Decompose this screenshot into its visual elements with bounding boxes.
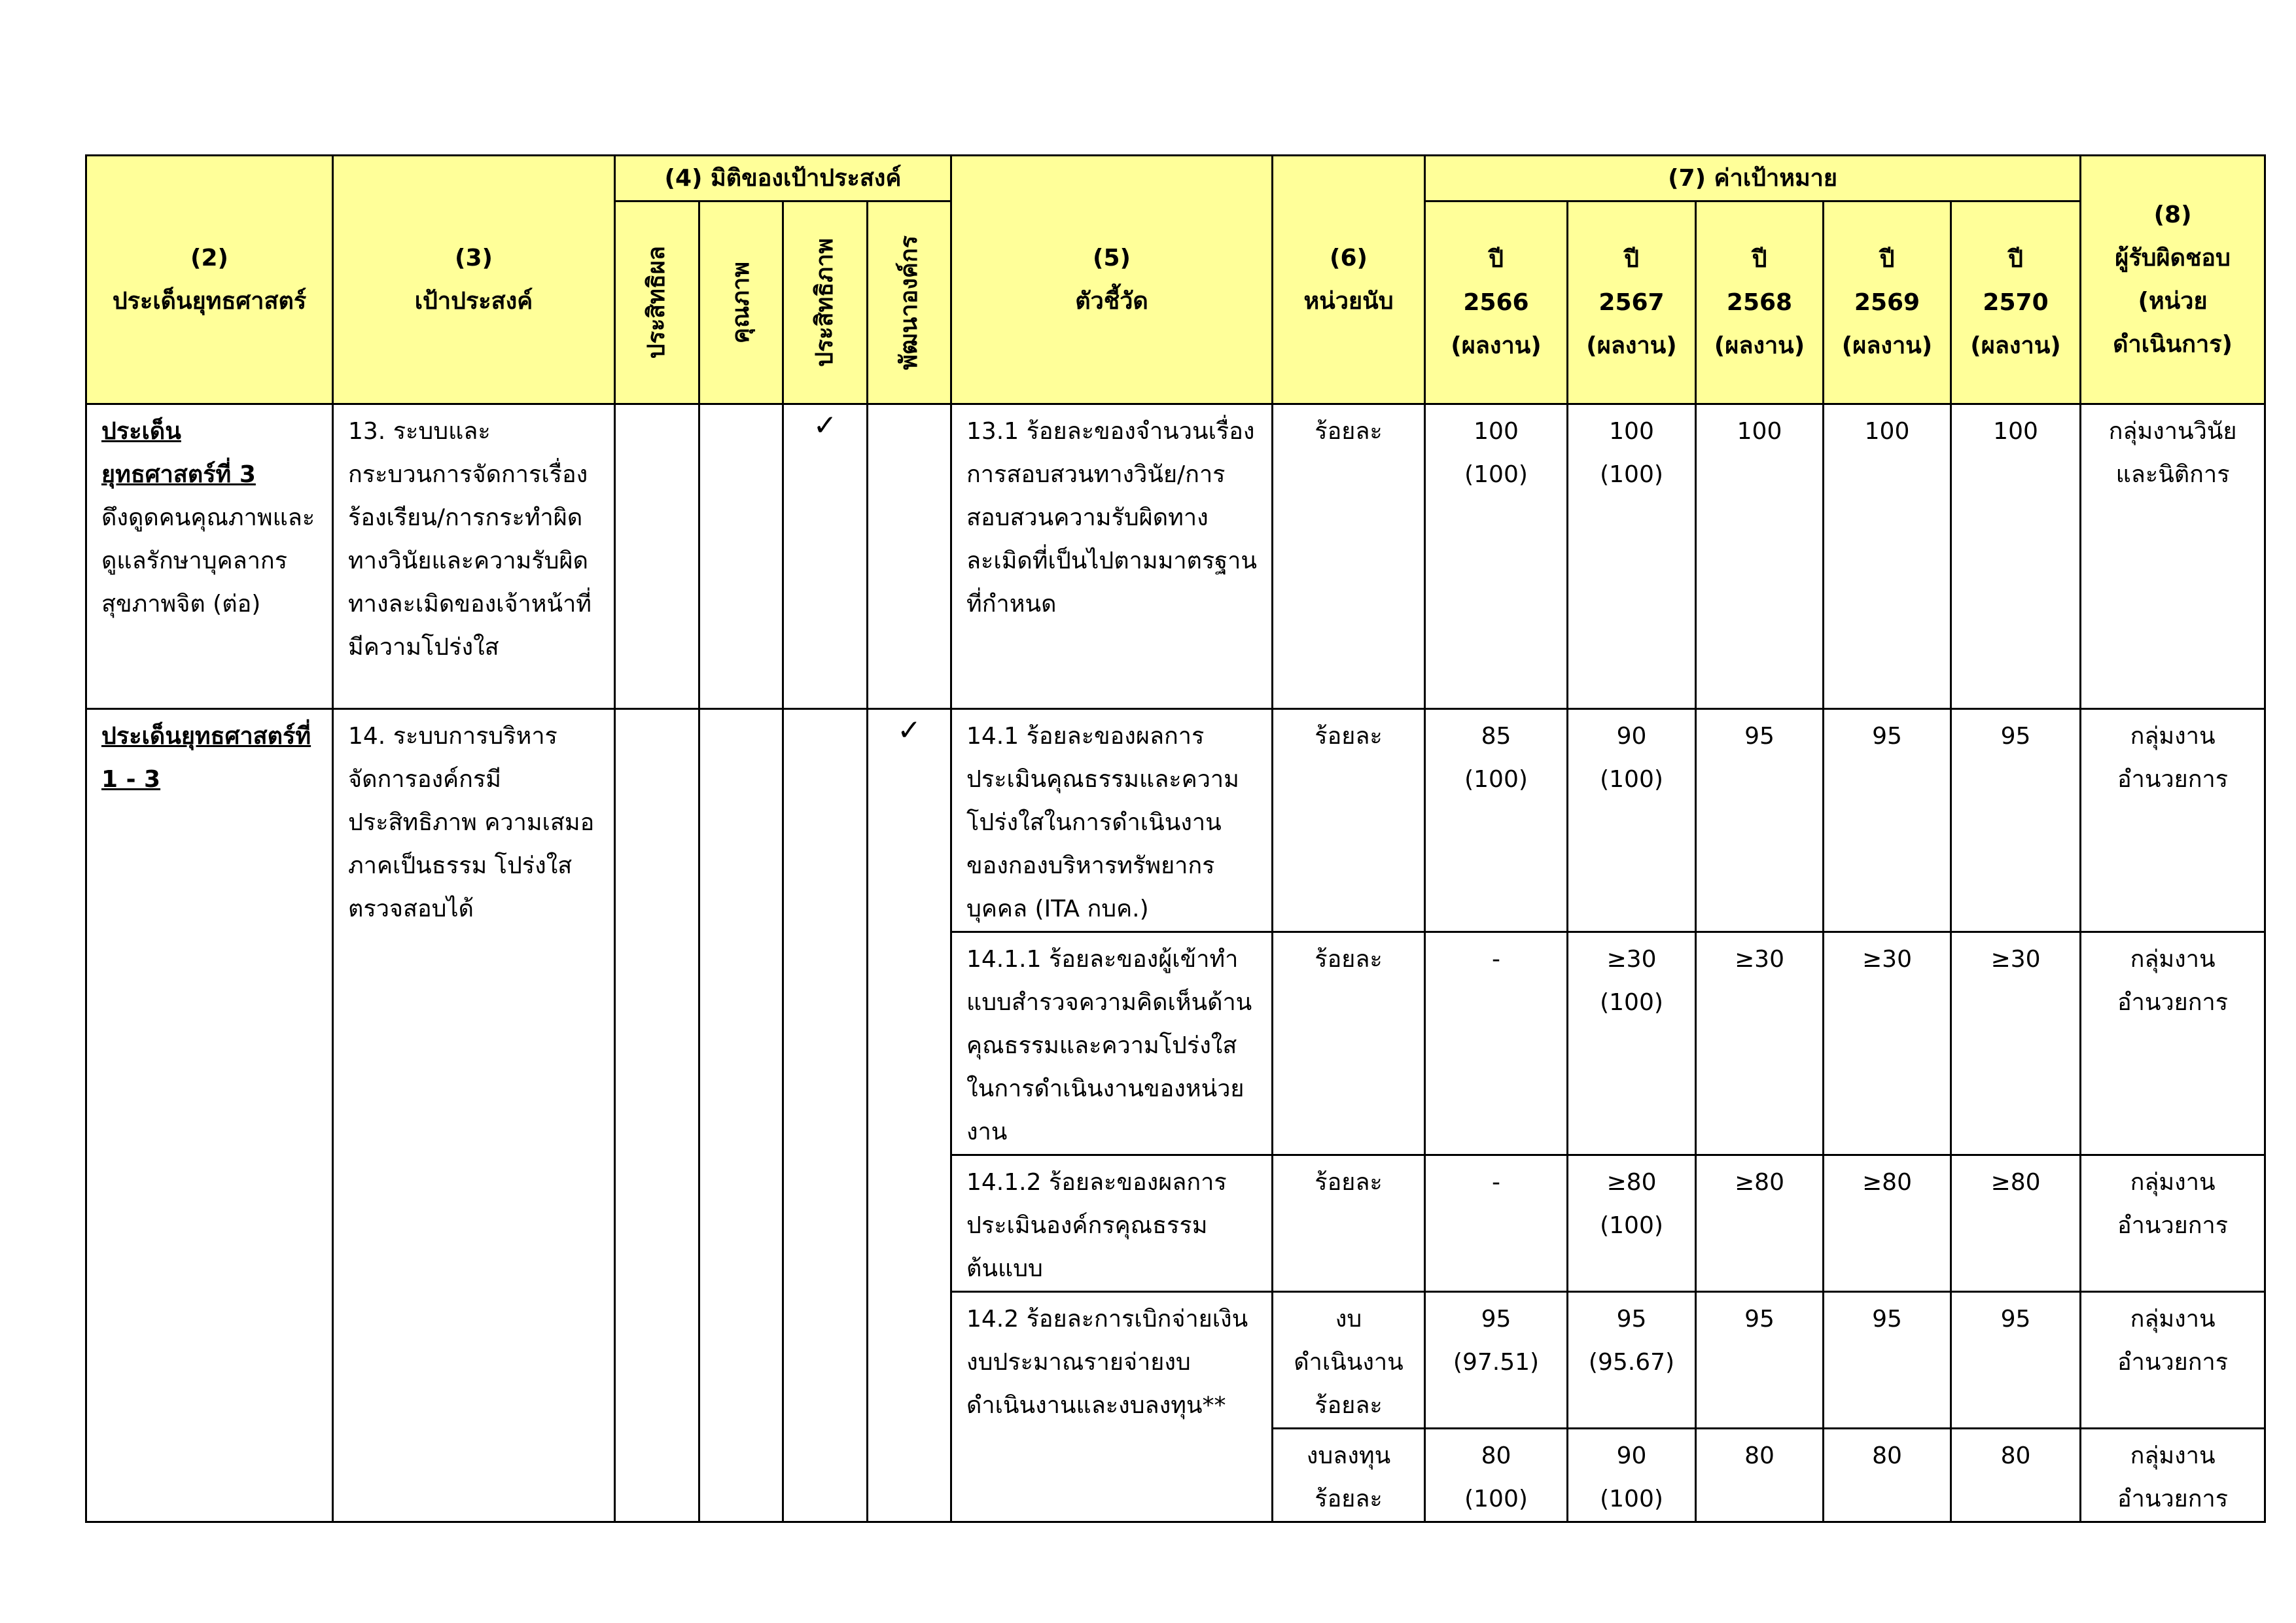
header-dim-quality: คุณภาพ xyxy=(699,201,783,404)
target-2569-cell: 100 xyxy=(1824,404,1951,709)
responsible-cell: กลุ่มงานวินัยและนิติการ xyxy=(2081,404,2265,709)
indicator-cell: 14.1.2 ร้อยละของผลการประเมินองค์กรคุณธรรมต้นแบบ xyxy=(951,1155,1273,1292)
responsible-cell: กลุ่มงาน อำนวยการ xyxy=(2081,1292,2265,1429)
header-goal-dimension: (4) มิติของเป้าประสงค์ xyxy=(615,156,951,201)
unit-cell: ร้อยละ xyxy=(1273,404,1425,709)
target-2568-cell: 100 xyxy=(1696,404,1824,709)
responsible-cell: กลุ่มงาน อำนวยการ xyxy=(2081,709,2265,932)
strategic-issue-cell: ประเด็น ยุทธศาสตร์ที่ 3 ดึงดูดคนคุณภาพและดูแลรักษาบุคลากรสุขภาพจิต (ต่อ) xyxy=(86,404,333,709)
unit-cell: งบ ดำเนินงาน ร้อยละ xyxy=(1273,1292,1425,1429)
target-2566-cell: 100 (100) xyxy=(1425,404,1568,709)
target-2566-cell: - xyxy=(1425,932,1568,1155)
check-mark-icon: ✓ xyxy=(897,714,921,747)
table-row-indicator-14-1 xyxy=(86,709,2265,932)
header-dim-org-development: พัฒนาองค์กร xyxy=(868,201,951,404)
target-2566-cell: 95 (97.51) xyxy=(1425,1292,1568,1429)
header-year-2568: ปี 2568 (ผลงาน) xyxy=(1696,201,1824,404)
strategy-table xyxy=(85,154,2266,1523)
indicator-cell: 14.1 ร้อยละของผลการประเมินคุณธรรมและความโปร่งใสในการดำเนินงานของกองบริหารทรัพยากรบุคคล (ITA กบค.) xyxy=(951,709,1273,932)
header-dim-effectiveness: ประสิทธิผล xyxy=(615,201,699,404)
target-2567-cell: ≥80 (100) xyxy=(1568,1155,1696,1292)
header-goal: (3) เป้าประสงค์ xyxy=(333,156,615,404)
indicator-cell: 14.2 ร้อยละการเบิกจ่ายเงินงบประมาณรายจ่ายงบดำเนินงานและงบลงทุน** xyxy=(951,1292,1273,1522)
unit-cell: ร้อยละ xyxy=(1273,1155,1425,1292)
target-2569-cell: 95 xyxy=(1824,1292,1951,1429)
target-2570-cell: 95 xyxy=(1951,709,2081,932)
target-2567-cell: 95 (95.67) xyxy=(1568,1292,1696,1429)
header-indicator: (5) ตัวชี้วัด xyxy=(951,156,1273,404)
header-year-2566: ปี 2566 (ผลงาน) xyxy=(1425,201,1568,404)
dim-efficiency-cell xyxy=(783,709,868,1522)
target-2569-cell: ≥80 xyxy=(1824,1155,1951,1292)
target-2568-cell: 95 xyxy=(1696,1292,1824,1429)
target-2567-cell: 90 (100) xyxy=(1568,1429,1696,1522)
goal-cell: 14. ระบบการบริหารจัดการองค์กรมีประสิทธิภาพ ความเสมอภาคเป็นธรรม โปร่งใส ตรวจสอบได้ xyxy=(333,709,615,1522)
dim-quality-cell xyxy=(699,404,783,709)
target-2566-cell: 80 (100) xyxy=(1425,1429,1568,1522)
target-2568-cell: ≥80 xyxy=(1696,1155,1824,1292)
dim-quality-cell xyxy=(699,709,783,1522)
target-2569-cell: ≥30 xyxy=(1824,932,1951,1155)
target-2570-cell: ≥80 xyxy=(1951,1155,2081,1292)
unit-cell: ร้อยละ xyxy=(1273,709,1425,932)
dim-org-development-cell xyxy=(868,404,951,709)
strategy-table-sheet xyxy=(85,154,2251,1523)
target-2567-cell: ≥30 (100) xyxy=(1568,932,1696,1155)
dim-effectiveness-cell xyxy=(615,709,699,1522)
target-2567-cell: 90 (100) xyxy=(1568,709,1696,932)
header-responsible: (8) ผู้รับผิดชอบ (หน่วย ดำเนินการ) xyxy=(2081,156,2265,404)
target-2568-cell: ≥30 xyxy=(1696,932,1824,1155)
table-row-goal-13 xyxy=(86,404,2265,709)
responsible-cell: กลุ่มงาน อำนวยการ xyxy=(2081,1429,2265,1522)
header-unit: (6) หน่วยนับ xyxy=(1273,156,1425,404)
target-2568-cell: 80 xyxy=(1696,1429,1824,1522)
header-target-values: (7) ค่าเป้าหมาย xyxy=(1425,156,2081,201)
target-2566-cell: 85 (100) xyxy=(1425,709,1568,932)
target-2568-cell: 95 xyxy=(1696,709,1824,932)
responsible-cell: กลุ่มงาน อำนวยการ xyxy=(2081,1155,2265,1292)
header-year-2567: ปี 2567 (ผลงาน) xyxy=(1568,201,1696,404)
header-strategic-issue: (2) ประเด็นยุทธศาสตร์ xyxy=(86,156,333,404)
indicator-cell: 14.1.1 ร้อยละของผู้เข้าทำแบบสำรวจความคิดเห็นด้านคุณธรรมและความโปร่งใสในการดำเนินงานของหน่วยงาน xyxy=(951,932,1273,1155)
responsible-cell: กลุ่มงาน อำนวยการ xyxy=(2081,932,2265,1155)
target-2567-cell: 100 (100) xyxy=(1568,404,1696,709)
header-year-2570: ปี 2570 (ผลงาน) xyxy=(1951,201,2081,404)
strategic-issue-cell: ประเด็นยุทธศาสตร์ที่ 1 - 3 xyxy=(86,709,333,1522)
dim-efficiency-cell xyxy=(783,404,868,709)
goal-cell: 13. ระบบและกระบวนการจัดการเรื่องร้องเรียน/การกระทำผิดทางวินัยและความรับผิดทางละเมิดของเจ้าหน้าที่มีความโปร่งใส xyxy=(333,404,615,709)
unit-cell: งบลงทุน ร้อยละ xyxy=(1273,1429,1425,1522)
dim-effectiveness-cell xyxy=(615,404,699,709)
target-2569-cell: 80 xyxy=(1824,1429,1951,1522)
check-mark-icon: ✓ xyxy=(813,409,838,442)
target-2569-cell: 95 xyxy=(1824,709,1951,932)
target-2570-cell: 80 xyxy=(1951,1429,2081,1522)
header-dim-efficiency: ประสิทธิภาพ xyxy=(783,201,868,404)
indicator-cell: 13.1 ร้อยละของจำนวนเรื่องการสอบสวนทางวินัย/การสอบสวนความรับผิดทางละเมิดที่เป็นไปตามมาตรฐานที่กำหนด xyxy=(951,404,1273,709)
target-2570-cell: 100 xyxy=(1951,404,2081,709)
target-2570-cell: ≥30 xyxy=(1951,932,2081,1155)
header-year-2569: ปี 2569 (ผลงาน) xyxy=(1824,201,1951,404)
dim-org-development-cell xyxy=(868,709,951,1522)
unit-cell: ร้อยละ xyxy=(1273,932,1425,1155)
target-2566-cell: - xyxy=(1425,1155,1568,1292)
target-2570-cell: 95 xyxy=(1951,1292,2081,1429)
